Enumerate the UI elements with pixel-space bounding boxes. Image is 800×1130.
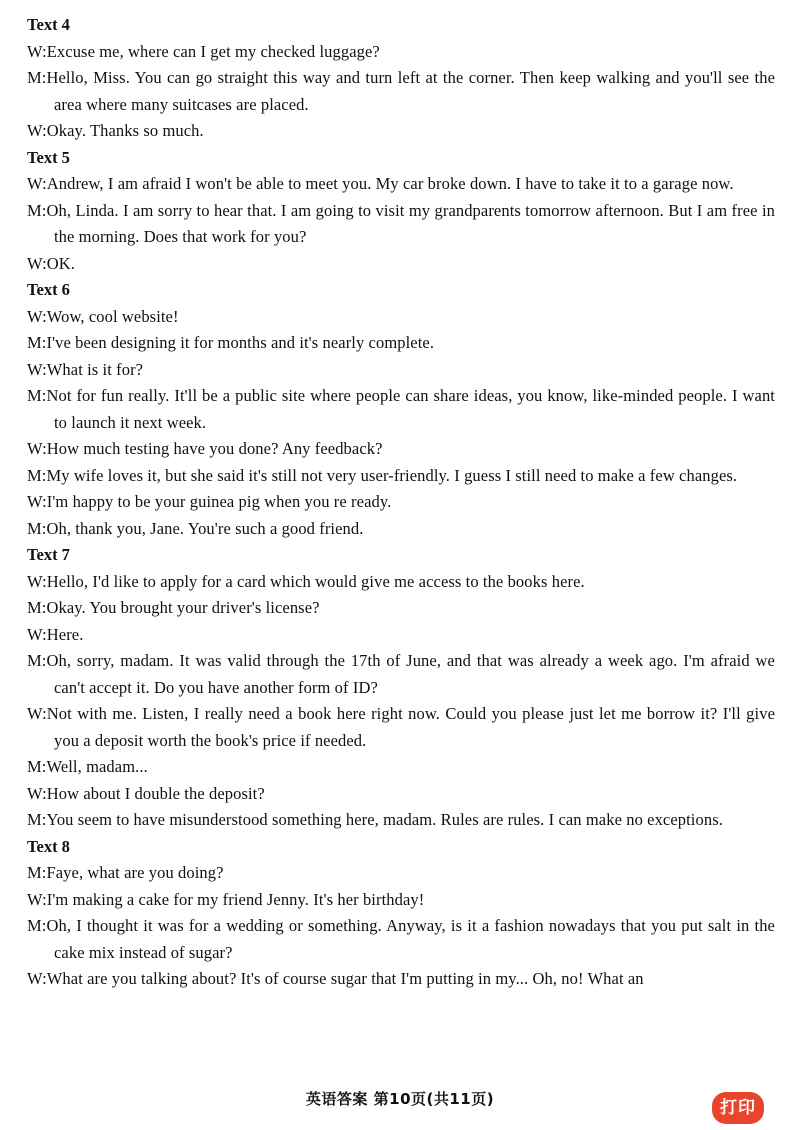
dialogue-line: M:Hello, Miss. You can go straight this way and turn left at the corner. Then keep walking and you'll see the area where many suitcases are placed. (27, 68, 775, 114)
line-text: You seem to have misunderstood something here, madam. Rules are rules. I can make no exceptions. (46, 810, 723, 829)
print-stamp[interactable]: 打印 (712, 1092, 764, 1124)
page-footer: 英语答案 第10页(共11页) (305, 1090, 495, 1108)
section-text-6 (27, 277, 775, 542)
line-text: Not for fun really. It'll be a public site where people can share ideas, you know, like-minded people. I want to launch it next week. (46, 386, 775, 432)
speaker: M (27, 386, 42, 405)
dialogue-line: M:Oh, Linda. I am sorry to hear that. I am going to visit my grandparents tomorrow afternoon. But I am free in the morning. Does that work for you? (27, 200, 775, 246)
line-text: I'm making a cake for my friend Jenny. It's her birthday! (46, 889, 425, 909)
document-body (27, 12, 775, 993)
line-text: Excuse me, where can I get my checked luggage? (46, 41, 380, 61)
dialogue-line: M:Oh, sorry, madam. It was valid through the 17th of June, and that was already a week ago. I'm afraid we can't accept it. Do you have another form of ID? (27, 651, 775, 697)
line-text: My wife loves it, but she said it's still not very user-friendly. I guess I still need to make a few changes. (46, 465, 738, 485)
line-text: How about I double the deposit? (46, 783, 265, 803)
speaker: W (27, 783, 43, 803)
speaker: W (27, 306, 43, 326)
section-title: Text 7 (27, 545, 70, 564)
speaker: M (27, 757, 42, 776)
line-text: Oh, sorry, madam. It was valid through the 17th of June, and that was already a week ago. I'm afraid we can't accept it. Do you have another form of ID? (46, 651, 775, 697)
dialogue-line: W:Excuse me, where can I get my checked luggage? (27, 41, 380, 61)
dialogue-line: W:I'm happy to be your guinea pig when you re ready. (27, 492, 392, 511)
dialogue-line: M:Oh, I thought it was for a wedding or something. Anyway, is it a fashion nowadays that you put salt in the cake mix instead of sugar? (27, 916, 775, 962)
line-text: How much testing have you done? Any feedback? (46, 439, 383, 458)
dialogue-line: M:Okay. You brought your driver's license? (27, 598, 320, 617)
line-text: Well, madam... (46, 757, 148, 776)
line-text: Not with me. Listen, I really need a book here right now. Could you please just let me borrow it? I'll give you a deposit worth the book's price if needed. (46, 704, 775, 750)
line-text: Oh, Linda. I am sorry to hear that. I am going to visit my grandparents tomorrow afternoon. But I am free in the morning. Does that work for you? (46, 200, 775, 246)
line-text: Okay. You brought your driver's license? (46, 598, 320, 617)
speaker: W (27, 439, 43, 458)
line-text: I'm happy to be your guinea pig when you re ready. (46, 492, 392, 511)
dialogue-line: W:OK. (27, 253, 76, 273)
dialogue-line: M:Faye, what are you doing? (27, 863, 224, 882)
speaker: W (27, 889, 43, 909)
speaker: M (27, 651, 42, 670)
dialogue-line: W:Okay. Thanks so much. (27, 121, 204, 140)
dialogue-line: M:Not for fun really. It'll be a public site where people can share ideas, you know, like-minded people. I want to launch it next week. (27, 386, 775, 432)
speaker: W (27, 969, 43, 988)
speaker: W (27, 174, 43, 193)
speaker: M (27, 333, 42, 352)
speaker: W (27, 253, 43, 273)
dialogue-line: M:My wife loves it, but she said it's still not very user-friendly. I guess I still need to make a few changes. (27, 465, 738, 485)
dialogue-line: W:Not with me. Listen, I really need a book here right now. Could you please just let me borrow it? I'll give you a deposit worth the book's price if needed. (27, 704, 775, 750)
speaker: W (27, 624, 43, 644)
speaker: M (27, 916, 42, 935)
dialogue-line: W:What are you talking about? It's of course sugar that I'm putting in my... Oh, no! What an (27, 969, 644, 988)
speaker: W (27, 704, 43, 723)
line-text: Wow, cool website! (46, 306, 179, 326)
dialogue-line: W:What is it for? (27, 359, 144, 379)
dialogue-line: M:Well, madam... (27, 757, 148, 776)
section-title: Text 8 (27, 836, 70, 856)
dialogue-line: W:Wow, cool website! (27, 306, 179, 326)
speaker: W (27, 121, 43, 140)
speaker: M (27, 810, 42, 829)
dialogue-line: W:Hello, I'd like to apply for a card which would give me access to the books here. (27, 571, 585, 591)
dialogue-line: M:I've been designing it for months and it's nearly complete. (27, 333, 435, 352)
line-text: Andrew, I am afraid I won't be able to meet you. My car broke down. I have to take it to a garage now. (46, 174, 734, 193)
dialogue-line: W:How much testing have you done? Any feedback? (27, 439, 383, 458)
speaker: M (27, 598, 42, 617)
line-text: Okay. Thanks so much. (46, 121, 204, 140)
line-text: What is it for? (46, 359, 144, 379)
section-text-4 (27, 12, 775, 145)
section-text-7 (27, 542, 775, 834)
line-text: Faye, what are you doing? (46, 863, 224, 882)
speaker: M (27, 68, 42, 87)
section-title: Text 6 (27, 280, 70, 299)
line-text: Oh, thank you, Jane. You're such a good friend. (46, 518, 364, 538)
line-text: Hello, I'd like to apply for a card which would give me access to the books here. (46, 571, 585, 591)
speaker: W (27, 41, 43, 61)
dialogue-line: W:I'm making a cake for my friend Jenny. It's her birthday! (27, 889, 425, 909)
line-text: Hello, Miss. You can go straight this way and turn left at the corner. Then keep walking and you'll see the area where many suitcases are placed. (46, 68, 775, 114)
line-text: OK. (46, 253, 76, 273)
dialogue-line: W:Here. (27, 624, 84, 644)
section-text-8 (27, 834, 775, 993)
line-text: Oh, I thought it was for a wedding or something. Anyway, is it a fashion nowadays that you put salt in the cake mix instead of sugar? (46, 916, 775, 962)
dialogue-line: M:You seem to have misunderstood something here, madam. Rules are rules. I can make no exceptions. (27, 810, 723, 829)
speaker: M (27, 518, 42, 538)
section-title: Text 4 (27, 15, 70, 34)
line-text: Here. (46, 624, 84, 644)
speaker: W (27, 492, 43, 511)
speaker: W (27, 359, 43, 379)
dialogue-line: M:Oh, thank you, Jane. You're such a good friend. (27, 518, 364, 538)
section-text-5 (27, 145, 775, 278)
section-title: Text 5 (27, 147, 70, 167)
line-text: I've been designing it for months and it's nearly complete. (46, 333, 435, 352)
line-text: What are you talking about? It's of course sugar that I'm putting in my... Oh, no! What an (46, 969, 644, 988)
speaker: W (27, 571, 43, 591)
speaker: M (27, 863, 42, 882)
speaker: M (27, 200, 42, 220)
dialogue-line: W:Andrew, I am afraid I won't be able to meet you. My car broke down. I have to take it to a garage now. (27, 174, 734, 193)
dialogue-line: W:How about I double the deposit? (27, 783, 265, 803)
speaker: M (27, 465, 42, 485)
